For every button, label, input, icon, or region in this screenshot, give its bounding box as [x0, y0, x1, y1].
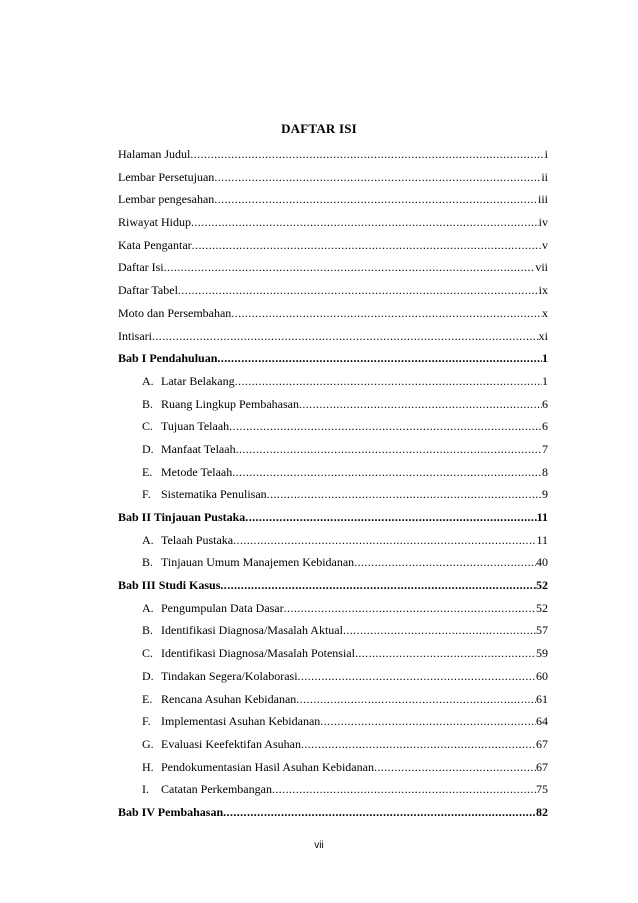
toc-entry-label: Bab III Studi Kasus: [118, 578, 221, 593]
toc-entry-page: 6: [542, 396, 548, 411]
toc-entry-page: 75: [536, 782, 548, 797]
toc-entry-row: [118, 329, 548, 352]
toc-entry-page: 9: [542, 487, 548, 502]
toc-entry-label: Pengumpulan Data Dasar: [161, 600, 284, 615]
toc-dot-leader: [191, 215, 539, 230]
toc-entry-label: Daftar Isi: [118, 260, 164, 275]
toc-entry-row: [118, 465, 548, 488]
toc-entry-label: Metode Telaah: [161, 464, 233, 479]
toc-dot-leader: [267, 487, 542, 502]
toc-entry-row: [118, 374, 548, 397]
toc-dot-leader: [220, 578, 536, 593]
toc-chapter-row: [118, 578, 548, 601]
toc-entry-label: Identifikasi Diagnosa/Masalah Potensial: [161, 646, 355, 661]
toc-entry-row: [118, 215, 548, 238]
toc-entry-label: Halaman Judul: [118, 147, 191, 161]
toc-dot-leader: [178, 283, 539, 298]
toc-entry-row: [118, 442, 548, 465]
toc-entry-row: [118, 737, 548, 760]
toc-entry-page: iv: [538, 215, 548, 230]
toc-entry-letter: I.: [142, 782, 149, 797]
toc-entry-label: Bab IV Pembahasan: [118, 804, 224, 819]
toc-entry-row: [118, 192, 548, 215]
toc-entry-label: Tinjauan Umum Manajemen Kebidanan: [161, 555, 355, 570]
toc-dot-leader: [320, 714, 536, 729]
toc-entry-letter: A.: [142, 532, 154, 547]
toc-entry-label: Rencana Asuhan Kebidanan: [161, 691, 297, 706]
toc-entry-letter: F.: [142, 487, 151, 502]
toc-entry-page: v: [542, 237, 548, 252]
toc-entry-label: Daftar Tabel: [118, 283, 178, 298]
toc-entry-row: [118, 238, 548, 261]
toc-entry-letter: E.: [142, 691, 153, 706]
toc-entry-row: [118, 147, 548, 170]
toc-entry-letter: C.: [142, 419, 154, 434]
toc-entry-label: Ruang Lingkup Pembahasan: [161, 396, 299, 411]
toc-entry-page: 6: [542, 419, 548, 434]
toc-dot-leader: [245, 510, 536, 525]
toc-entry-page: iii: [537, 192, 548, 207]
toc-dot-leader: [229, 419, 542, 434]
toc-entry-page: x: [542, 305, 548, 320]
toc-dot-leader: [231, 306, 542, 321]
toc-entry-page: 52: [536, 578, 548, 593]
toc-entry-label: Sistematika Penulisan: [161, 487, 267, 502]
toc-entry-label: Evaluasi Keefektifan Asuhan: [161, 736, 301, 751]
toc-entry-row: [118, 260, 548, 283]
toc-entry-row: [118, 170, 548, 193]
toc-dot-leader: [223, 805, 536, 820]
toc-entry-label: Identifikasi Diagnosa/Masalah Aktual: [161, 623, 343, 638]
toc-entry-letter: C.: [142, 646, 154, 661]
toc-entry-page: 7: [542, 441, 548, 456]
toc-dot-leader: [236, 442, 542, 457]
toc-entry-label: Bab I Pendahuluan: [118, 351, 218, 366]
toc-entry-page: 57: [536, 623, 548, 638]
toc-dot-leader: [272, 782, 536, 797]
toc-entry-label: Tujuan Telaah: [161, 419, 230, 434]
toc-entry-row: [118, 669, 548, 692]
toc-entry-row: [118, 601, 548, 624]
toc-entry-label: Tindakan Segera/Kolaborasi: [161, 668, 298, 683]
toc-dot-leader: [299, 397, 542, 412]
toc-dot-leader: [296, 692, 536, 707]
toc-entry-label: Kata Pengantar: [118, 237, 192, 252]
toc-entry-row: [118, 555, 548, 578]
toc-entry-page: 64: [536, 714, 548, 729]
toc-entry-label: Lembar pengesahan: [118, 192, 215, 207]
toc-entry-page: 52: [536, 600, 548, 615]
toc-dot-leader: [354, 555, 536, 570]
toc-dot-leader: [233, 533, 536, 548]
toc-entry-label: Latar Belakang: [161, 373, 235, 388]
toc-entry-label: Lembar Persetujuan: [118, 169, 215, 184]
toc-entry-letter: B.: [142, 555, 154, 570]
toc-dot-leader: [214, 192, 538, 207]
toc-entry-letter: H.: [142, 759, 154, 774]
toc-entry-label: Riwayat Hidup: [118, 215, 191, 230]
toc-dot-leader: [298, 669, 536, 684]
toc-entry-letter: A.: [142, 600, 154, 615]
toc-entry-letter: D.: [142, 668, 154, 683]
toc-entry-label: Bab II Tinjauan Pustaka: [118, 510, 246, 524]
toc-entry-page: 11: [536, 532, 548, 547]
toc-entry-page: vii: [535, 260, 548, 275]
toc-entry-page: i: [544, 147, 548, 161]
toc-entry-row: [118, 487, 548, 510]
toc-chapter-row: [118, 351, 548, 374]
toc-entry-letter: D.: [142, 441, 154, 456]
toc-dot-leader: [374, 760, 536, 775]
toc-dot-leader: [232, 465, 542, 480]
toc-dot-leader: [214, 170, 541, 185]
toc-entry-letter: G.: [142, 736, 154, 751]
toc-entry-page: 61: [536, 691, 548, 706]
table-of-contents: [118, 147, 548, 828]
toc-chapter-row: [118, 510, 548, 533]
toc-dot-leader: [190, 147, 544, 162]
toc-entry-page: 67: [536, 759, 548, 774]
toc-entry-label: Pendokumentasian Hasil Asuhan Kebidanan: [161, 759, 374, 774]
toc-entry-row: [118, 283, 548, 306]
toc-entry-page: 60: [536, 668, 548, 683]
toc-dot-leader: [164, 260, 536, 275]
toc-entry-label: Intisari: [118, 328, 152, 343]
toc-entry-row: [118, 646, 548, 669]
toc-entry-label: Implementasi Asuhan Kebidanan: [161, 714, 321, 729]
toc-entry-label: Manfaat Telaah: [161, 441, 236, 456]
toc-entry-letter: F.: [142, 714, 151, 729]
toc-entry-row: [118, 760, 548, 783]
toc-entry-page: 40: [536, 555, 548, 570]
toc-dot-leader: [284, 601, 536, 616]
toc-entry-page: xi: [538, 328, 548, 343]
toc-dot-leader: [235, 374, 542, 389]
toc-entry-label: Moto dan Persembahan: [118, 305, 232, 320]
toc-entry-label: Catatan Perkembangan: [161, 782, 272, 797]
toc-entry-row: [118, 533, 548, 556]
toc-entry-row: [118, 397, 548, 420]
toc-dot-leader: [217, 351, 542, 366]
toc-entry-letter: A.: [142, 373, 154, 388]
toc-dot-leader: [343, 623, 536, 638]
toc-entry-row: [118, 714, 548, 737]
toc-entry-page: 82: [536, 804, 548, 819]
toc-dot-leader: [301, 737, 536, 752]
toc-entry-page: 59: [536, 646, 548, 661]
toc-entry-row: [118, 623, 548, 646]
toc-entry-row: [118, 306, 548, 329]
toc-entry-page: ix: [538, 283, 548, 298]
toc-dot-leader: [152, 329, 539, 344]
page-number: vii: [314, 840, 324, 851]
toc-entry-letter: B.: [142, 623, 154, 638]
document-title: DAFTAR ISI: [281, 121, 357, 136]
toc-entry-page: 1: [542, 373, 548, 388]
toc-entry-page: 67: [536, 736, 548, 751]
toc-entry-page: 8: [542, 464, 548, 479]
toc-entry-row: [118, 692, 548, 715]
toc-entry-row: [118, 782, 548, 805]
toc-entry-letter: E.: [142, 464, 153, 479]
toc-entry-page: 11: [536, 510, 548, 524]
toc-dot-leader: [355, 646, 536, 661]
toc-entry-page: 1: [542, 351, 548, 366]
toc-entry-label: Telaah Pustaka: [161, 532, 234, 547]
toc-entry-letter: B.: [142, 396, 154, 411]
toc-dot-leader: [192, 238, 542, 253]
toc-entry-page: ii: [541, 169, 548, 184]
toc-chapter-row: [118, 805, 548, 828]
toc-entry-row: [118, 419, 548, 442]
